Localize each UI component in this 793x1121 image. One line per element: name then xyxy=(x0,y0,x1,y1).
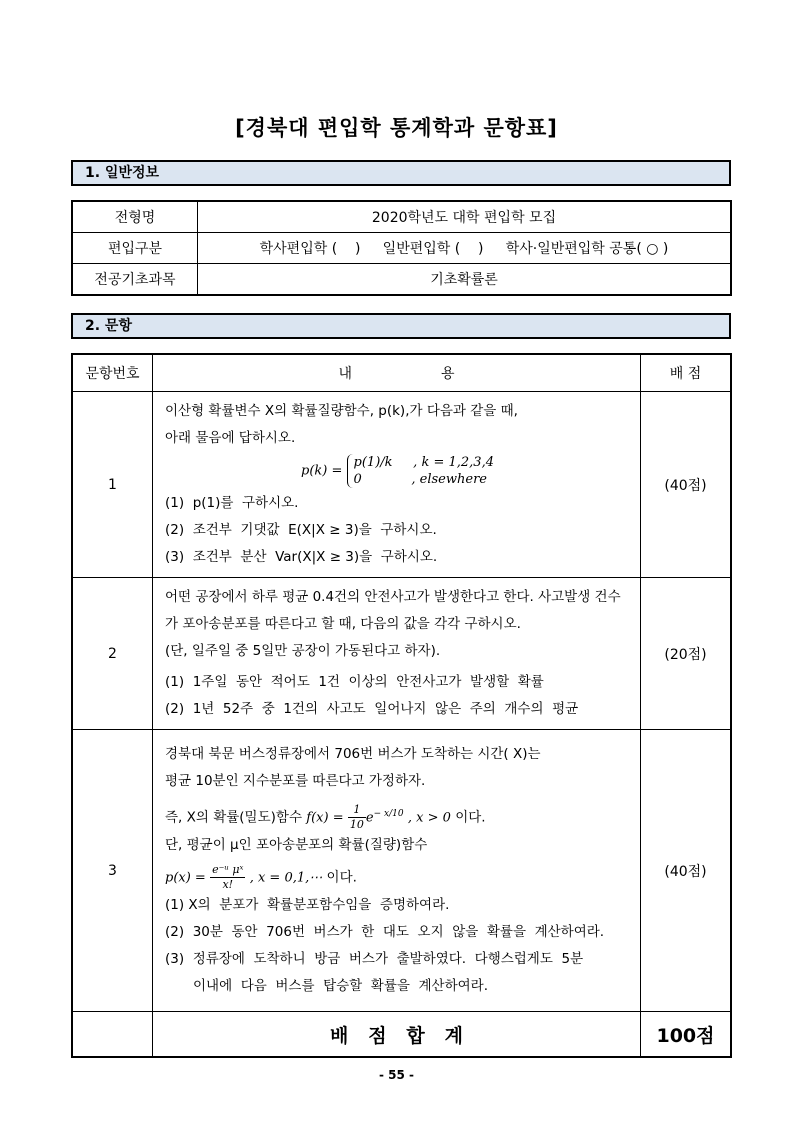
q3-f-exp: e xyxy=(365,810,374,826)
q3-line1: 경북대 북문 버스정류장에서 706번 버스가 도착하는 시간( X)는 xyxy=(165,746,541,762)
q3-line4: 단, 평균이 μ인 포아송분포의 확률(질량)함수 xyxy=(165,837,428,853)
q3-p-cond: , x = 0,1,⋯ xyxy=(249,870,323,886)
q3-p-num: e⁻ᵘ μˣ xyxy=(212,863,244,876)
info-row xyxy=(72,233,731,264)
question-number: 1 xyxy=(72,392,153,578)
question-row-1 xyxy=(72,392,731,578)
info-label: 전공기초과목 xyxy=(72,264,198,296)
question-points: (20점) xyxy=(641,578,732,730)
q1-formula-cases xyxy=(347,454,494,488)
q3-f-fraction xyxy=(348,803,366,832)
q1-item3: (3) 조건부 분산 Var(X|X ≥ 3)을 구하시오. xyxy=(165,549,438,565)
page-title: [경북대 편입학 통계학과 문항표] xyxy=(235,116,558,140)
table-header-row xyxy=(72,354,731,392)
q3-f-sup: − x/10 xyxy=(373,809,404,819)
page-number: - 55 - xyxy=(378,1068,414,1082)
q3-p-fraction xyxy=(210,863,245,892)
q1-line1: 이산형 확률변수 X의 확률질량함수, p(k),가 다음과 같을 때, xyxy=(165,403,518,419)
question-row-2 xyxy=(72,578,731,730)
q3-item2: (2) 30분 동안 706번 버스가 한 대도 오지 않을 확률을 계산하여라. xyxy=(165,924,605,940)
info-label: 전형명 xyxy=(72,201,198,233)
q2-item2: (2) 1년 52주 중 1건의 사고도 일어나지 않은 주의 개수의 평균 xyxy=(165,701,579,717)
question-number: 2 xyxy=(72,578,153,730)
q3-item1: (1) X의 분포가 확률분포함수임을 증명하여라. xyxy=(165,897,450,913)
q1-item2: (2) 조건부 기댓값 E(X|X ≥ 3)을 구하시오. xyxy=(165,522,437,538)
q1-pmf-formula xyxy=(165,454,630,488)
q2-line2: (단, 일주일 중 5일만 공장이 가동된다고 하자). xyxy=(165,643,441,659)
info-value: 학사편입학 ( ) 일반편입학 ( ) 학사·일반편입학 공통( ○ ) xyxy=(198,233,732,264)
q3-f-den: 10 xyxy=(349,818,364,831)
questions-table xyxy=(71,353,732,1058)
info-label: 편입구분 xyxy=(72,233,198,264)
info-row xyxy=(72,201,731,233)
question-points: (40점) xyxy=(641,730,732,1012)
q3-poisson-line xyxy=(165,863,630,892)
q1-case1: p(1)/k , k = 1,2,3,4 xyxy=(353,455,494,470)
q3-line5: 이다. xyxy=(326,869,357,886)
q1-case2: 0 , elsewhere xyxy=(353,472,487,487)
header-number: 문항번호 xyxy=(72,354,153,392)
q3-p-lhs: p(x) = xyxy=(165,870,206,886)
section-questions: 2. 문항 xyxy=(71,313,731,339)
q1-item1: (1) p(1)를 구하시오. xyxy=(165,495,299,511)
header-points: 배 점 xyxy=(641,354,732,392)
q3-f-lhs: f(x) = xyxy=(306,810,344,826)
total-row xyxy=(72,1012,731,1058)
q3-line3a: 즉, X의 확률(밀도)함수 xyxy=(165,809,302,826)
question-row-3 xyxy=(72,730,731,1012)
total-empty-cell xyxy=(72,1012,153,1058)
question-content xyxy=(153,730,641,1012)
info-value: 기초확률론 xyxy=(198,264,732,296)
q2-item1: (1) 1주일 동안 적어도 1건 이상의 안전사고가 발생할 확률 xyxy=(165,674,544,690)
total-label: 배 점 합 계 xyxy=(153,1012,641,1058)
q3-item3: (3) 정류장에 도착하니 방금 버스가 출발하였다. 다행스럽게도 5분 xyxy=(165,951,584,967)
question-content xyxy=(153,392,641,578)
q3-f-cond: , x > 0 xyxy=(407,810,451,826)
q1-formula-lhs: p(k) = xyxy=(301,463,343,479)
q3-line2: 평균 10분인 지수분포를 따른다고 가정하자. xyxy=(165,773,426,789)
q3-f-num: 1 xyxy=(348,803,366,818)
q1-line2: 아래 물음에 답하시오. xyxy=(165,430,296,446)
info-row xyxy=(72,264,731,296)
question-points: (40점) xyxy=(641,392,732,578)
general-info-table xyxy=(71,200,732,296)
question-number: 3 xyxy=(72,730,153,1012)
q2-line1: 어떤 공장에서 하루 평균 0.4건의 안전사고가 발생한다고 한다. 사고발생 건수가 포아송분포를 따른다고 할 때, 다음의 값을 각각 구하시오. xyxy=(165,589,621,632)
q3-density-line xyxy=(165,801,630,832)
total-points: 100점 xyxy=(641,1012,732,1058)
question-content xyxy=(153,578,641,730)
q3-p-den: x! xyxy=(222,878,234,891)
section-general-info: 1. 일반정보 xyxy=(71,160,731,186)
info-value: 2020학년도 대학 편입학 모집 xyxy=(198,201,732,233)
header-content: 내 용 xyxy=(153,354,641,392)
q3-line3b: 이다. xyxy=(455,809,486,826)
q3-item3b: 이내에 다음 버스를 탑승할 확률을 계산하여라. xyxy=(193,978,488,994)
